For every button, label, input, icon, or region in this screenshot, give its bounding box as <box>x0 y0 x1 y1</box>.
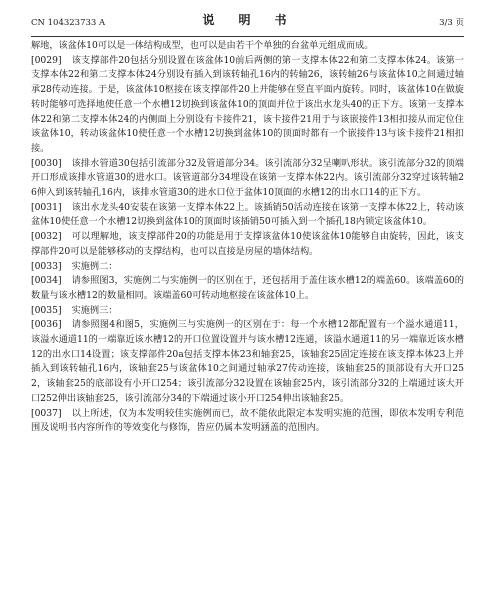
paragraph-text: 可以理解地，该支撑部件20的功能是用于支撑该盆体10使该盆体10能够自由旋转，因此，该支撑部件20可以是能够移动的支撑结构，也可以直接是房屋的墙体结构。 <box>31 231 464 257</box>
paragraph-number: [0032] <box>31 231 62 243</box>
paragraph-number: [0035] <box>31 304 62 316</box>
paragraph-0029 <box>31 54 464 157</box>
document-title: 说 明 书 <box>202 13 293 27</box>
paragraph-0035 <box>31 304 464 319</box>
paragraph-number: [0029] <box>31 54 62 66</box>
paragraph-number: [0037] <box>31 407 62 419</box>
paragraph-0036 <box>31 318 464 406</box>
paragraph-0031 <box>31 201 464 230</box>
paragraph-0037 <box>31 407 464 436</box>
paragraph-0033 <box>31 260 464 275</box>
body-text <box>31 39 464 436</box>
paragraph-number: [0031] <box>31 201 62 213</box>
paragraph-text: 该排水管道30包括引流部分32及管道部分34。该引流部分32呈喇叭形状。该引流部分32的顶端开口形成该排水管道30的进水口。该管道部分34埋设在该第一支撑本体22内。该引流部分32穿过该转轴26伸入到该转轴孔16内，该排水管道30的进水口位于盆体10顶面的水槽12的出水口14的正下方。 <box>31 157 464 199</box>
paragraph-continuation <box>31 39 464 54</box>
paragraph-text: 该出水龙头40安装在该第一支撑本体22上。该插销50活动连接在该第一支撑本体22上，转动该盆体10使任意一个水槽12切换到盆体10的顶面时该插销50可插入到一个插孔18内锁定该盆体10。 <box>31 201 464 228</box>
paragraph-number: [0036] <box>31 319 62 331</box>
paragraph-0030 <box>31 157 464 201</box>
paragraph-text: 以上所述，仅为本发明较佳实施例而已，故不能依此限定本发明实施的范围，即依本发明专利范围及说明书内容所作的等效变化与修饰，皆应仍属本发明涵盖的范围内。 <box>31 407 464 434</box>
paragraph-0034 <box>31 274 464 303</box>
paragraph-text: 请参照图3，实施例二与实施例一的区别在于，还包括用于盖住该水槽12的端盖60。该端盖60的数量与该水槽12的数量相同。该端盖60可转动地枢接在该盆体10上。 <box>31 275 464 301</box>
paragraph-text: 实施例三： <box>71 304 118 316</box>
paragraph-number: [0030] <box>31 157 62 169</box>
page-number: 3/3 页 <box>439 18 464 28</box>
paragraph-text: 解地，该盆体10可以是一体结构成型，也可以是由若干个单独的台盆单元组成而成。 <box>31 40 374 51</box>
page-header <box>31 14 464 37</box>
paragraph-text: 请参照图4和图5，实施例三与实施例一的区别在于：每一个水槽12都配置有一个溢水通道11，该溢水通道11的一端靠近该水槽12的开口位置设置并与该水槽12连通，该溢水通道11的另一端靠近该水槽12的出水口14设置；该支撑部件20a包括支撑本体23和轴套25，该轴套25固定连接在该支撑本体23上并插入到该转轴孔16内，该轴套25与该盆体10之间通过轴承27传动连接，该轴套25的顶部设有大开口252，该轴套25的底部设有小开口254；该引流部分32设置在该轴套25内，该引流部分32的上端通过该大开口252伸出该轴套25，该引流部分34的下端通过该小开口254伸出该轴套25。 <box>31 319 464 404</box>
paragraph-text: 该支撑部件20包括分别设置在该盆体10前后两侧的第一支撑本体22和第二支撑本体24。该第一支撑本体22和第二支撑本体24分别设有插入到该转轴孔16内的转轴26，该转轴26与该盆体10之间通过轴承28传动连接。于是，该盆体10枢接在该支撑部件20上并能够在竖直平面内旋转。同时，该盆体10在做旋转时能够可选择地使任意一个水槽12切换到该盆体10的顶面并位于该出水龙头40的正下方。该第一支撑本体22和第二支撑本体24的内侧面上分别设有卡接件21，该卡接件21用于与该嵌接件13相扣接从而定位住该盆体10，转动该盆体10使任意一个水槽12切换到盆体10的顶面时都有一个嵌接件13与该卡接件21相扣接。 <box>31 54 464 154</box>
paragraph-number: [0034] <box>31 275 62 287</box>
paragraph-number: [0033] <box>31 260 62 272</box>
publication-number: CN 104323733 A <box>31 18 106 28</box>
paragraph-text: 实施例二： <box>71 260 118 272</box>
paragraph-0032 <box>31 230 464 259</box>
